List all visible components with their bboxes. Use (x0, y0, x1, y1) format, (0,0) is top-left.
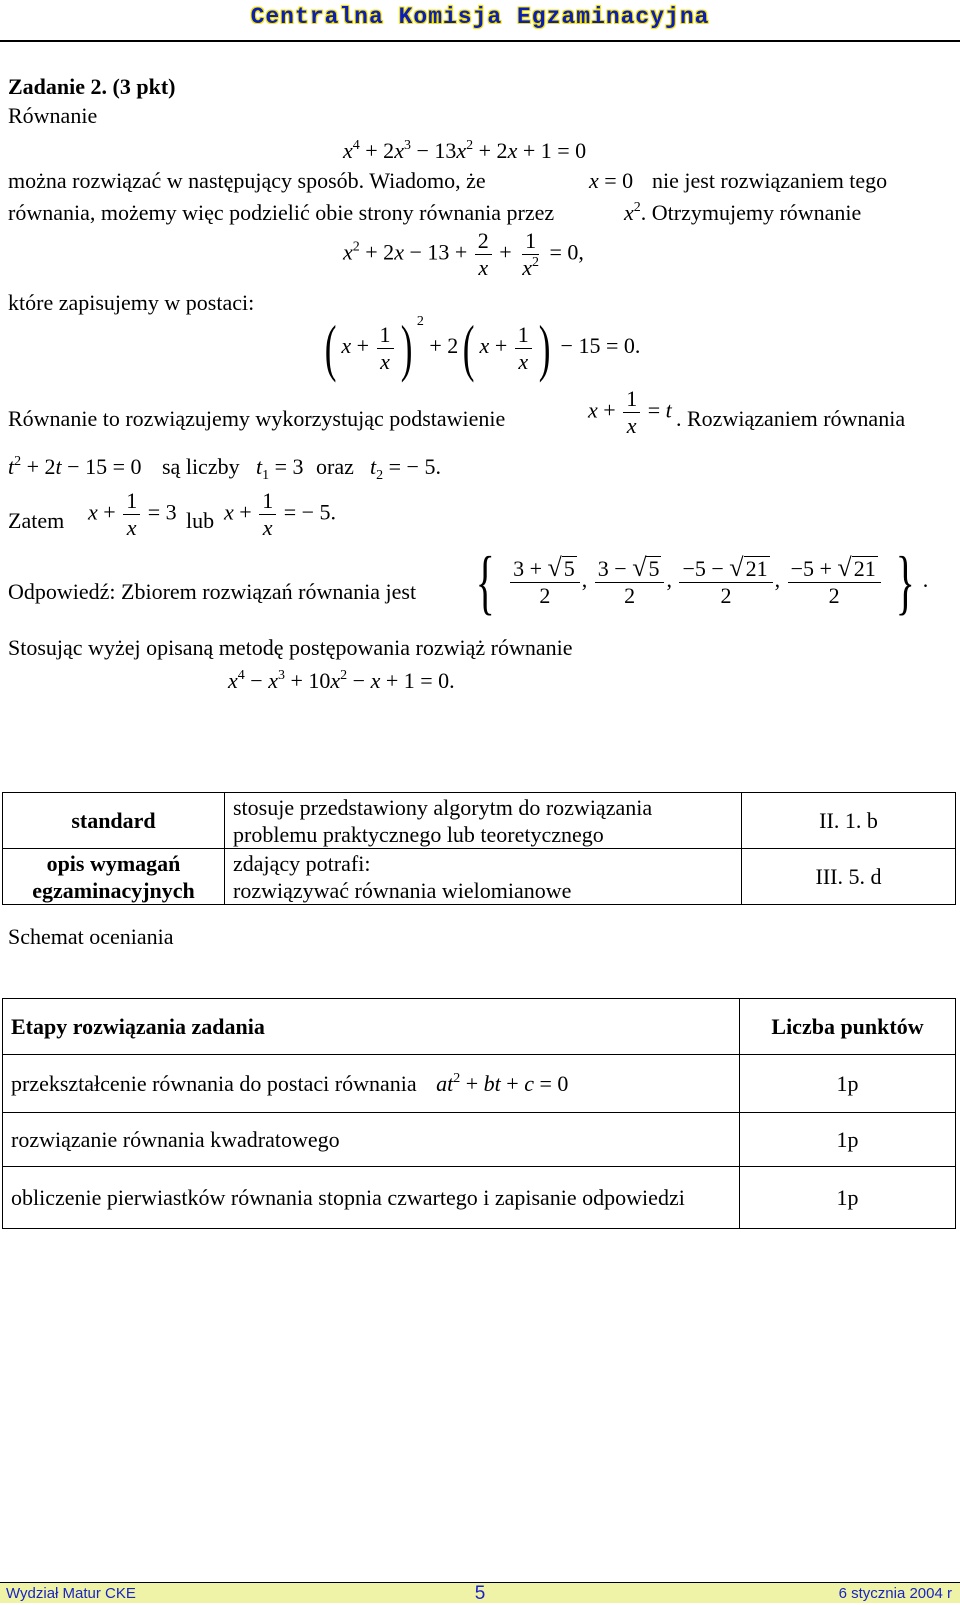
requirements-code: III. 5. d (742, 849, 956, 905)
paragraph-line-4: Równanie to rozwiązujemy wykorzystując podstawienie (8, 406, 506, 431)
task-title: Zadanie 2. (3 pkt) (8, 74, 176, 99)
requirements-label: opis wymagań egzaminacyjnych (3, 849, 225, 905)
equation-case-2: x + $\frac{1}{x}$ = − 5. (224, 488, 337, 540)
scoring-row-points: 1p (740, 1113, 956, 1167)
scoring-header-stages: Etapy rozwiązania zadania (3, 999, 740, 1055)
scoring-table (2, 998, 956, 1229)
standards-table (2, 792, 956, 905)
header-title: Centralna Komisja Egzaminacyjna (250, 4, 710, 30)
equation-substituted-form: ( x + $\frac{1}{x}$ ) $^2$ + 2( x + $\frac{1}{x}$ ) − 15 = 0. (324, 312, 641, 383)
equation-final: $x^4 - x^3 + 10x^2 - x + 1 = 0$. (228, 668, 455, 693)
scoring-row-text: obliczenie pierwiastków równania stopnia czwartego i zapisanie odpowiedzi (3, 1167, 740, 1229)
equation-x-squared: $x^2$. Otrzymujemy równanie (624, 200, 862, 225)
footer-page-number: 5 (474, 1583, 486, 1604)
scheme-title: Schemat oceniania (8, 924, 174, 949)
paragraph-line-3: które zapisujemy w postaci: (8, 290, 255, 315)
standard-code: II. 1. b (742, 793, 956, 849)
standard-description: stosuje przedstawiony algorytm do rozwiązania problemu praktycznego lub teoretycznego (225, 793, 742, 849)
equation-case-1: x + $\frac{1}{x}$ = 3 (88, 488, 177, 540)
paragraph-line-1: można rozwiązać w następujący sposób. Wiadomo, że (8, 168, 486, 193)
footer-left: Wydział Matur CKE (6, 1585, 136, 1602)
paragraph-line-5-mid: są liczby (162, 454, 240, 479)
equation-quadratic-t: $t^2 + 2t - 15 = 0$ (8, 454, 142, 479)
scoring-row (3, 1055, 956, 1113)
paragraph-line-1-end: nie jest rozwiązaniem tego (652, 168, 888, 193)
equation-t1: $t_1 = 3$ (256, 454, 304, 483)
header-divider (0, 40, 960, 42)
paragraph-line-6-lub: lub (186, 508, 215, 533)
scoring-row-text: przekształcenie równania do postaci równania $at^2$ + bt + c = 0 (3, 1055, 740, 1113)
scoring-row-text: rozwiązanie równania kwadratowego (3, 1113, 740, 1167)
equation-t2: $t_2$ = − 5. (370, 454, 441, 483)
answer-solution-set: { 3 + √ 5 2 , 3 − √ 5 2 , −5 − √ 21 2 , −5 + √ 21 2 } . (475, 542, 929, 622)
paragraph-line-2: równania, możemy więc podzielić obie strony równania przez (8, 200, 555, 225)
equation-divided: $x^2 + 2x - 13$ + $\frac{2}{x}$ + $\frac{1}{x^2}$ = 0, (343, 228, 584, 280)
scoring-row-points: 1p (740, 1055, 956, 1113)
requirements-description: zdający potrafi: rozwiązywać równania wielomianowe (225, 849, 742, 905)
equation-main: $x^4 + 2x^3 - 13x^2 + 2x + 1 = 0$ (343, 138, 587, 163)
scoring-row-equation: $at^2$ + bt + c = 0 (436, 1070, 569, 1096)
scoring-row-points: 1p (740, 1167, 956, 1229)
scoring-row (3, 1113, 956, 1167)
scoring-header-points: Liczba punktów (740, 999, 956, 1055)
task-intro: Równanie (8, 103, 98, 128)
answer-label: Odpowiedź: Zbiorem rozwiązań równania jest (8, 579, 417, 604)
footer-date: 6 stycznia 2004 r (838, 1585, 952, 1602)
scoring-row (3, 1167, 956, 1229)
paragraph-line-4-end: . Rozwiązaniem równania (676, 406, 906, 431)
instruction-text: Stosując wyżej opisaną metodę postępowania rozwiąż równanie (8, 635, 573, 660)
equation-x-equals-zero: x = 0 (589, 168, 634, 193)
equation-substitution: x + $\frac{1}{x}$ = t (588, 386, 672, 438)
paragraph-line-5-oraz: oraz (316, 454, 354, 479)
paragraph-line-6: Zatem (8, 508, 65, 533)
standard-label: standard (3, 793, 225, 849)
footer (0, 1582, 960, 1603)
